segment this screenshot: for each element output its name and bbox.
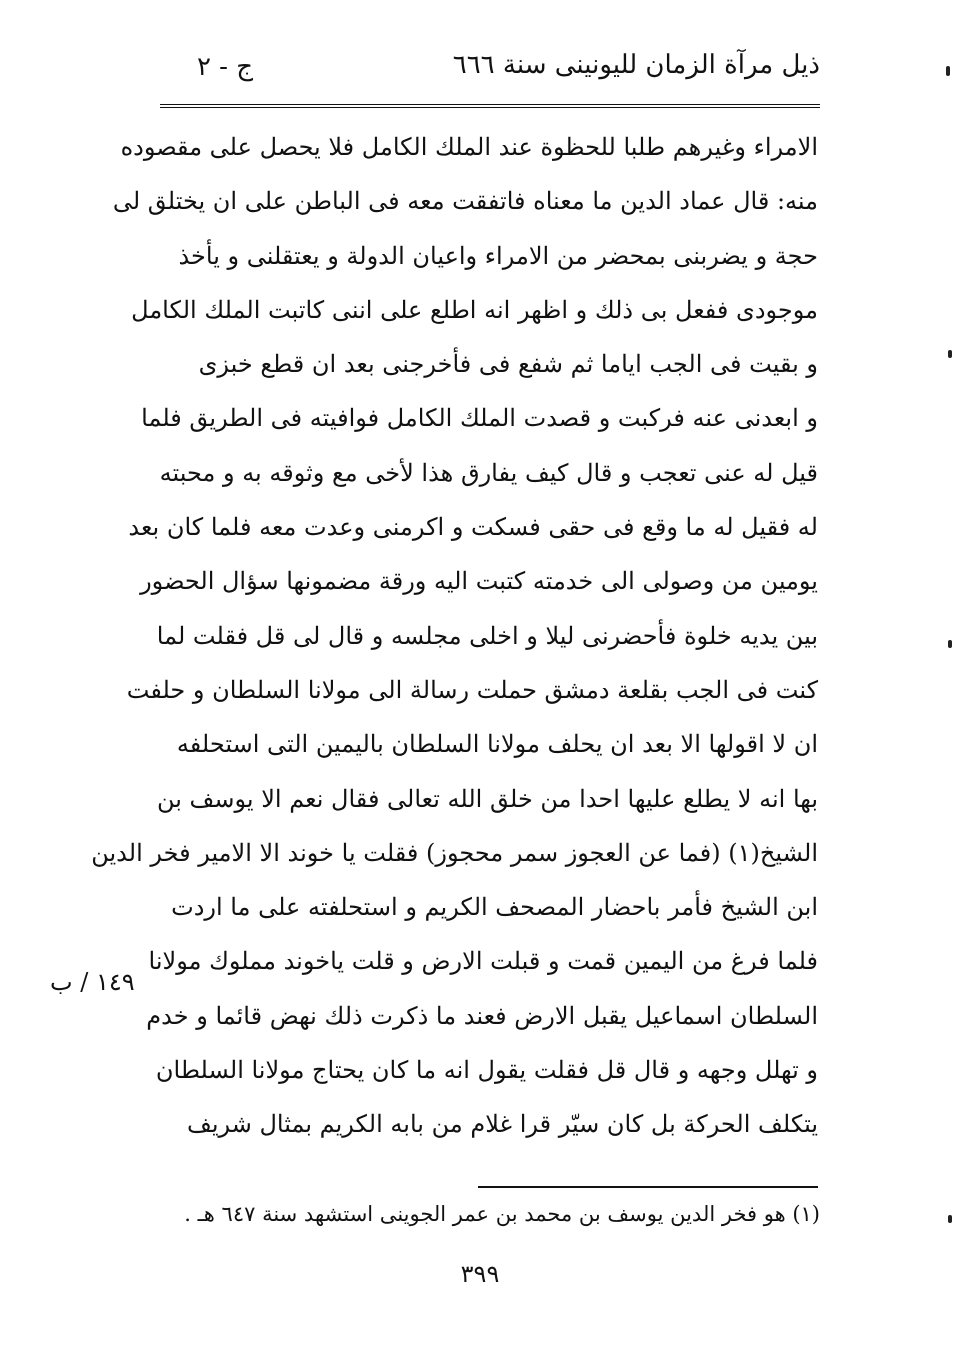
- text-line: بها انه لا يطلع عليها احدا من خلق الله تعالى فقال نعم الا يوسف بن: [156, 784, 818, 813]
- text-line: موجودى ففعل بى ذلك و اظهر انه اطلع على اننى كاتبت الملك الكامل: [131, 295, 818, 324]
- scan-edge-mark: [948, 1215, 952, 1223]
- text-line: السلطان اسماعيل يقبل الارض فعند ما ذكرت ذلك نهض قائما و خدم: [146, 1001, 818, 1030]
- text-line: و ابعدنى عنه فركبت و قصدت الملك الكامل فوافيته فى الطريق فلما: [141, 404, 818, 433]
- text-line: ان لا اقولها الا بعد ان يحلف مولانا السلطان باليمين التى استحلفه: [176, 730, 818, 759]
- text-line: يومين من وصولى الى خدمته كتبت اليه ورقة مضمونها سؤال الحضور: [140, 567, 818, 596]
- scan-edge-mark: [946, 66, 950, 76]
- text-line: و تهلل وجهه و قال قل فقلت يقول انه ما كان يحتاج مولانا السلطان: [155, 1056, 818, 1085]
- scan-edge-mark: [948, 640, 952, 648]
- page-number: ٣٩٩: [460, 1260, 500, 1288]
- text-line: و بقيت فى الجب اياما ثم شفع فى فأخرجنى بعد ان قطع خبزى: [198, 350, 818, 379]
- header-double-rule: [160, 104, 820, 108]
- text-line: الشيخ(١) (فما عن العجوز سمر محجوز) فقلت يا خوند الا الامير فخر الدين: [91, 838, 818, 867]
- text-line: ابن الشيخ فأمر باحضار المصحف الكريم و استحلفته على ما اردت: [171, 893, 818, 922]
- text-line: منه: قال عماد الدين ما معناه فاتفقت معه فى الباطن على ان يختلق لى: [112, 187, 818, 216]
- text-line: كنت فى الجب بقلعة دمشق حملت رسالة الى مولانا السلطان و حلفت: [126, 675, 818, 704]
- footnote-rule: [478, 1186, 818, 1188]
- running-header-volume: ج - ٢: [196, 52, 254, 82]
- text-line: بين يديه خلوة فأحضرنى ليلا و اخلى مجلسه و قال لى قل فقلت لما: [156, 621, 818, 650]
- text-line: قيل له عنى تعجب و قال كيف يفارق هذا لأخى مع وثوقه به و محبته: [159, 458, 818, 487]
- text-line: له فقيل له ما وقع فى حقى فسكت و اكرمنى وعدت معه فلما كان بعد: [128, 513, 818, 542]
- text-line: فلما فرغ من اليمين قمت و قبلت الارض و قلت ياخوند مملوك مولانا: [148, 947, 818, 976]
- scan-edge-mark: [948, 350, 952, 358]
- running-header-title: ذيل مرآة الزمان لليونينى سنة ٦٦٦: [452, 50, 820, 80]
- manuscript-folio-note: ١٤٩ / ب: [50, 968, 135, 996]
- text-line: حجة و يضربنى بمحضر من الامراء واعيان الدولة و يعتقلنى و يأخذ: [178, 241, 818, 270]
- text-line: الامراء وغيرهم طلبا للحظوة عند الملك الكامل فلا يحصل على مقصوده: [120, 133, 818, 161]
- footnote: (١) هو فخر الدين يوسف بن محمد بن عمر الجوينى استشهد سنة ٦٤٧ هـ .: [184, 1202, 820, 1226]
- text-line: يتكلف الحركة بل كان سيّر قرا غلام من بابه الكريم بمثال شريف: [186, 1110, 818, 1139]
